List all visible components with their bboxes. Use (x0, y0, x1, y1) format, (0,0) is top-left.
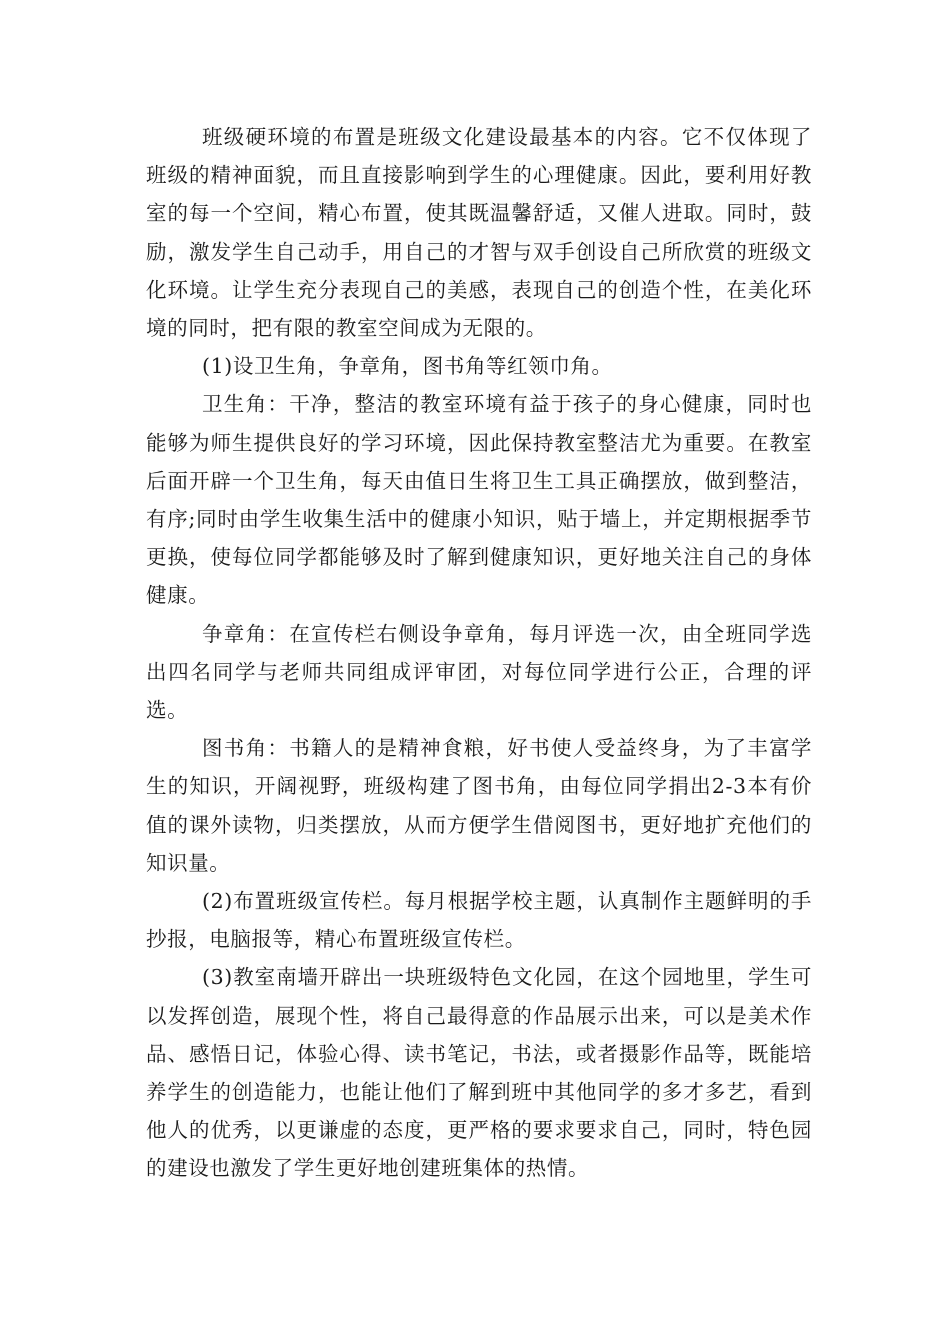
paragraph-hygiene-corner: 卫生角：干净，整洁的教室环境有益于孩子的身心健康，同时也能够为师生提供良好的学习环境，因此保持教室整洁尤为重要。在教室后面开辟一个卫生角，每天由值日生将卫生工具正确摆放，做到整洁，有序;同时由学生收集生活中的健康小知识，贴于墙上，并定期根据季节更换，使每位同学都能够及时了解到健康知识，更好地关注自己的身体健康。 (146, 392, 812, 608)
document-body (146, 118, 812, 1188)
paragraph-item-3: (3)教室南墙开辟出一块班级特色文化园，在这个园地里，学生可以发挥创造，展现个性，将自己最得意的作品展示出来，可以是美术作品、感悟日记，体验心得、读书笔记，书法，或者摄影作品等，既能培养学生的创造能力，也能让他们了解到班中其他同学的多才多艺，看到他人的优秀，以更谦虚的态度，更严格的要求要求自己，同时，特色园的建设也激发了学生更好地创建班集体的热情。 (146, 965, 812, 1181)
paragraph-item-1: (1)设卫生角，争章角，图书角等红领巾角。 (202, 354, 613, 379)
paragraph-intro: 班级硬环境的布置是班级文化建设最基本的内容。它不仅体现了班级的精神面貌，而且直接影响到学生的心理健康。因此，要利用好教室的每一个空间，精心布置，使其既温馨舒适，又催人进取。同时，鼓励，激发学生自己动手，用自己的才智与双手创设自己所欣赏的班级文化环境。让学生充分表现自己的美感，表现自己的创造个性，在美化环境的同时，把有限的教室空间成为无限的。 (146, 125, 812, 341)
paragraph-book-corner: 图书角：书籍人的是精神食粮，好书使人受益终身，为了丰富学生的知识，开阔视野，班级构建了图书角，由每位同学捐出2-3本有价值的课外读物，归类摆放，从而方便学生借阅图书，更好地扩充他们的知识量。 (146, 736, 812, 875)
paragraph-item-2: (2)布置班级宣传栏。每月根据学校主题，认真制作主题鲜明的手抄报，电脑报等，精心布置班级宣传栏。 (146, 889, 812, 952)
paragraph-badge-corner: 争章角：在宣传栏右侧设争章角，每月评选一次，由全班同学选出四名同学与老师共同组成评审团，对每位同学进行公正，合理的评选。 (146, 621, 812, 723)
